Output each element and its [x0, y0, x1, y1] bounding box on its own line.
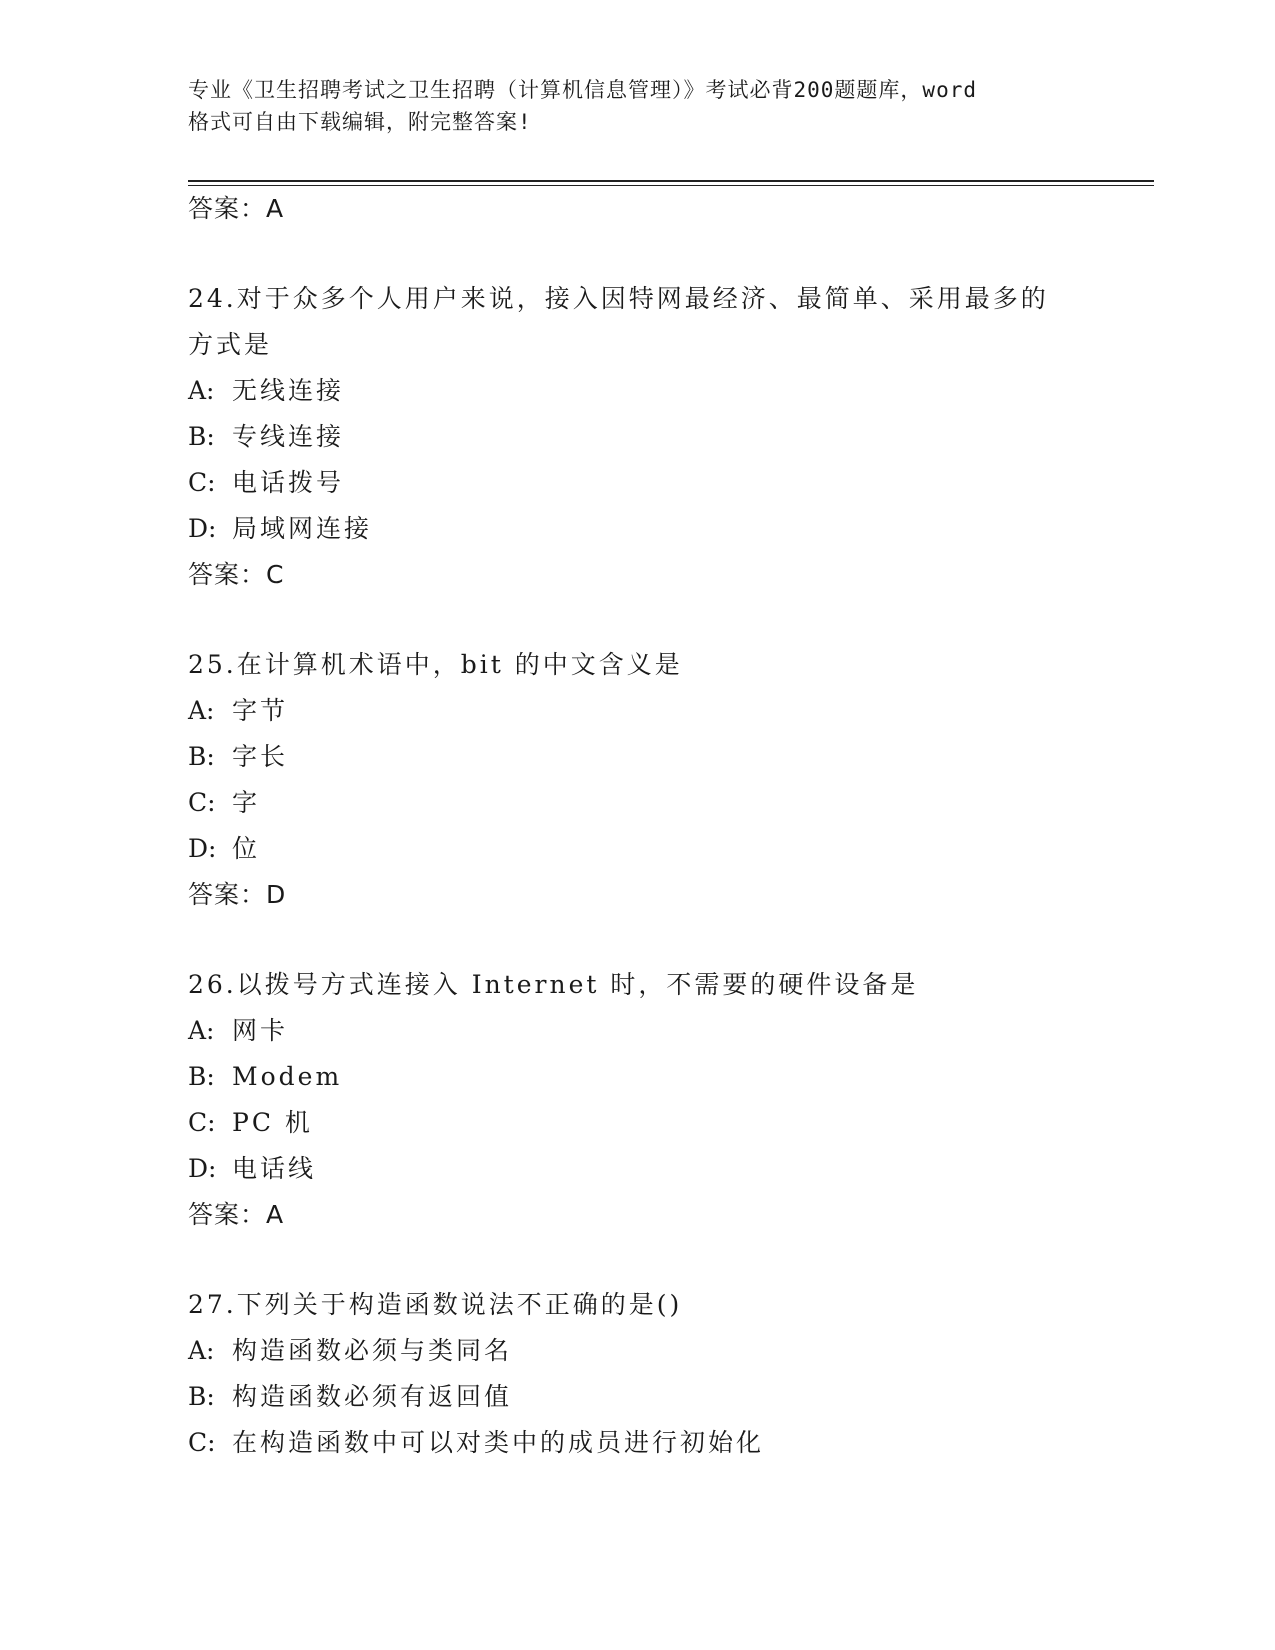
option-text: 网卡 [232, 1016, 289, 1045]
option-text: 字 [232, 788, 261, 817]
option-b [188, 1374, 1148, 1420]
option-prefix: B: [188, 422, 215, 451]
question-27 [188, 1282, 1148, 1466]
option-prefix: A: [188, 696, 215, 725]
option-prefix: A: [188, 376, 215, 405]
option-text: 字节 [232, 696, 289, 725]
option-text: 构造函数必须有返回值 [232, 1382, 513, 1411]
question-text: 27.下列关于构造函数说法不正确的是() [188, 1290, 683, 1319]
option-text: 电话线 [232, 1154, 317, 1183]
header-line-2: 格式可自由下载编辑，附完整答案! [188, 110, 532, 134]
option-d [188, 826, 1148, 872]
question-26 [188, 962, 1148, 1238]
option-a [188, 1008, 1148, 1054]
answer-line: 答案：C [188, 560, 285, 589]
option-d [188, 1146, 1148, 1192]
option-text: 构造函数必须与类同名 [232, 1336, 513, 1365]
option-c [188, 780, 1148, 826]
option-prefix: B: [188, 742, 215, 771]
answer-line: 答案：D [188, 880, 287, 909]
option-b [188, 414, 1148, 460]
option-d [188, 506, 1148, 552]
option-prefix: B: [188, 1062, 215, 1091]
option-prefix: D: [188, 514, 217, 543]
option-text: 局域网连接 [232, 514, 373, 543]
option-text: 位 [232, 834, 261, 863]
option-c [188, 1100, 1148, 1146]
question-text-continued: 方式是 [188, 330, 273, 359]
option-prefix: D: [188, 834, 217, 863]
header-line-1: 专业《卫生招聘考试之卫生招聘（计算机信息管理）》考试必背200题题库，word [188, 78, 977, 102]
option-text: 电话拨号 [232, 468, 345, 497]
option-prefix: A: [188, 1016, 215, 1045]
question-25 [188, 642, 1148, 918]
option-text: 专线连接 [232, 422, 345, 451]
question-24 [188, 276, 1148, 598]
answer-line: 答案：A [188, 1200, 285, 1229]
question-text: 24.对于众多个人用户来说，接入因特网最经济、最简单、采用最多的 [188, 284, 1049, 313]
header-divider-thick [188, 180, 1154, 182]
option-text: 在构造函数中可以对类中的成员进行初始化 [232, 1428, 765, 1457]
option-c [188, 460, 1148, 506]
answer-line: 答案：A [188, 194, 285, 223]
option-prefix: D: [188, 1154, 217, 1183]
option-prefix: C: [188, 1108, 216, 1137]
question-text: 26.以拨号方式连接入 Internet 时，不需要的硬件设备是 [188, 970, 919, 999]
option-a [188, 688, 1148, 734]
option-text: 无线连接 [232, 376, 345, 405]
option-text: 字长 [232, 742, 289, 771]
option-text: Modem [232, 1062, 343, 1091]
option-text: PC 机 [232, 1108, 313, 1137]
option-a [188, 1328, 1148, 1374]
option-c [188, 1420, 1148, 1466]
option-a [188, 368, 1148, 414]
document-header [188, 74, 1108, 138]
option-prefix: C: [188, 1428, 216, 1457]
option-b [188, 734, 1148, 780]
option-prefix: A: [188, 1336, 215, 1365]
question-text: 25.在计算机术语中，bit 的中文含义是 [188, 650, 683, 679]
document-body [188, 186, 1148, 1466]
option-prefix: C: [188, 788, 216, 817]
option-b [188, 1054, 1148, 1100]
option-prefix: C: [188, 468, 216, 497]
option-prefix: B: [188, 1382, 215, 1411]
